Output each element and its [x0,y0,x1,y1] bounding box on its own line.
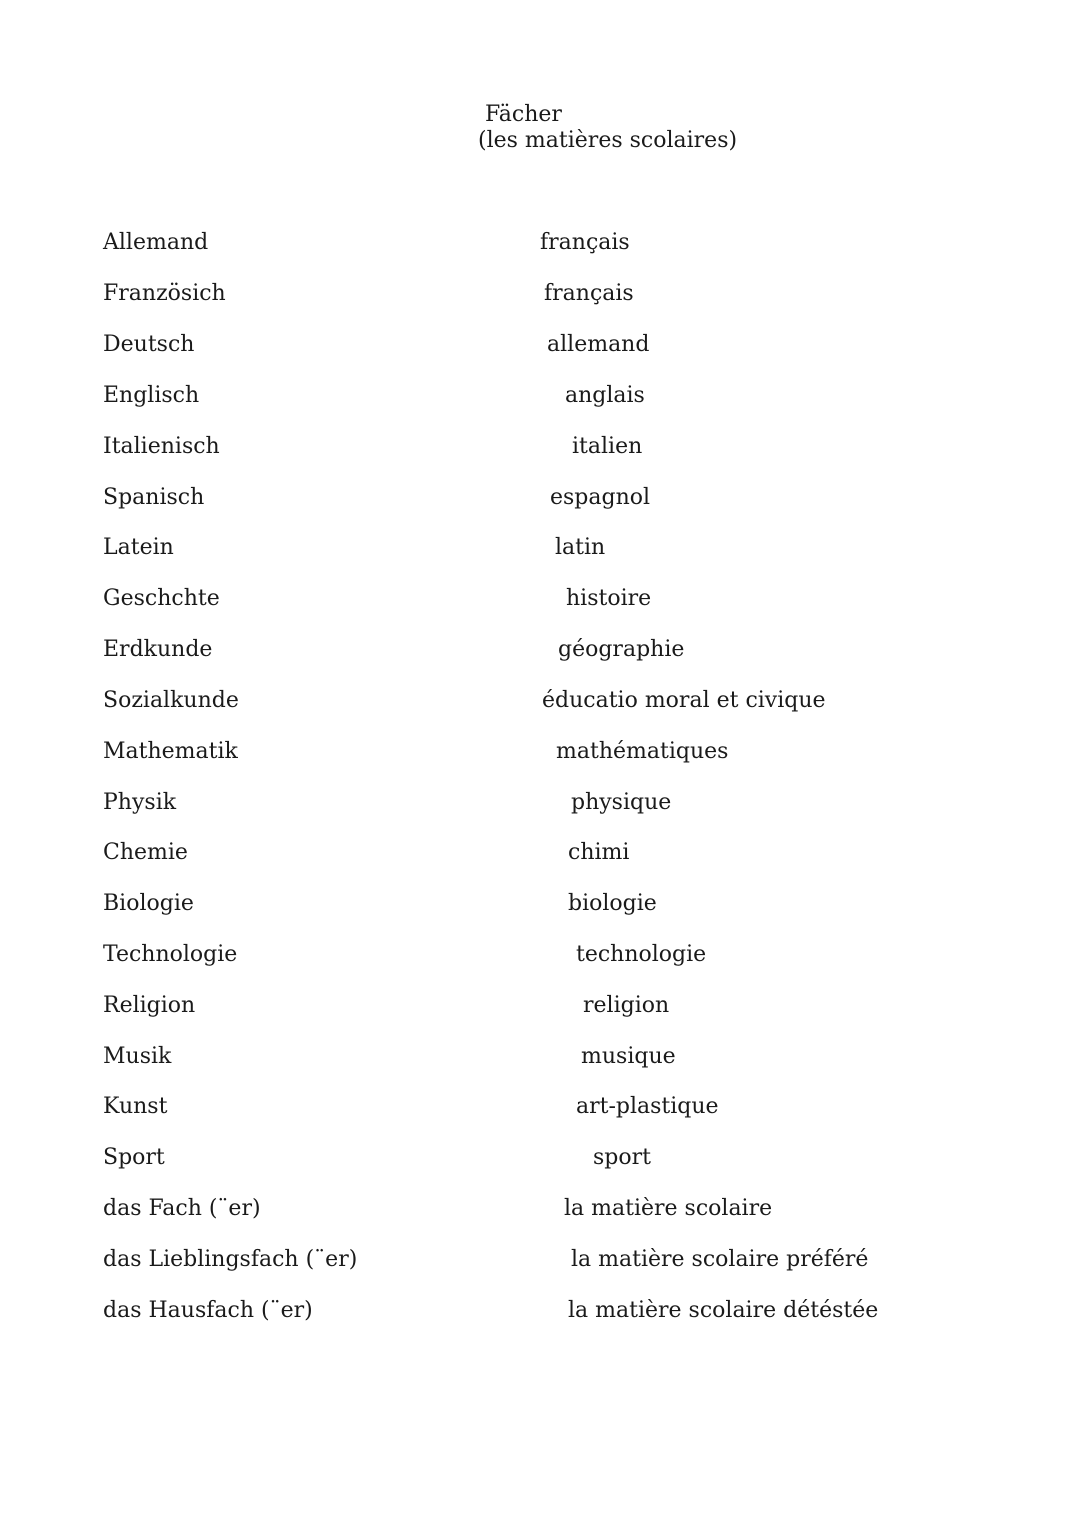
french-term: anglais [565,383,645,408]
french-term: mathématiques [556,739,729,764]
vocab-row [0,279,1080,309]
vocab-row [0,330,1080,360]
german-term: Latein [103,535,174,560]
vocab-row [0,940,1080,970]
vocab-row [0,228,1080,258]
vocab-row [0,1194,1080,1224]
french-term: la matière scolaire détéstée [568,1298,879,1323]
german-term: das Fach (¨er) [103,1196,261,1221]
german-term: Religion [103,993,196,1018]
french-term: la matière scolaire préféré [571,1247,869,1272]
german-term: Erdkunde [103,637,213,662]
german-term: Chemie [103,840,188,865]
vocab-row [0,1042,1080,1072]
french-term: histoire [566,586,652,611]
vocab-row [0,1245,1080,1275]
french-term: latin [555,535,606,560]
german-term: Sport [103,1145,165,1170]
german-term: Geschchte [103,586,220,611]
french-term: espagnol [550,485,651,510]
french-term: biologie [568,891,657,916]
german-term: Englisch [103,383,200,408]
french-term: éducatio moral et civique [542,688,826,713]
vocab-row [0,991,1080,1021]
vocab-row [0,788,1080,818]
german-term: Mathematik [103,739,238,764]
german-term: Physik [103,790,177,815]
german-term: Technologie [103,942,238,967]
vocab-row [0,635,1080,665]
german-term: das Hausfach (¨er) [103,1298,313,1323]
german-term: Allemand [103,230,209,255]
french-term: physique [571,790,672,815]
page-subtitle: (les matières scolaires) [478,128,738,153]
german-term: Französich [103,281,226,306]
vocab-row [0,432,1080,462]
vocab-row [0,737,1080,767]
french-term: la matière scolaire [564,1196,773,1221]
german-term: Spanisch [103,485,205,510]
french-term: chimi [568,840,630,865]
vocab-row [0,838,1080,868]
german-term: Biologie [103,891,194,916]
french-term: religion [583,993,670,1018]
french-term: musique [581,1044,676,1069]
french-term: allemand [547,332,650,357]
vocab-row [0,1296,1080,1326]
german-term: das Lieblingsfach (¨er) [103,1247,358,1272]
french-term: géographie [558,637,685,662]
french-term: italien [572,434,643,459]
page-title: Fächer [485,102,562,127]
vocab-row [0,1092,1080,1122]
vocab-row [0,483,1080,513]
vocab-row [0,889,1080,919]
french-term: français [540,230,630,255]
vocab-row [0,381,1080,411]
french-term: art-plastique [576,1094,719,1119]
vocab-row [0,584,1080,614]
german-term: Italienisch [103,434,220,459]
french-term: sport [593,1145,651,1170]
vocab-row [0,1143,1080,1173]
german-term: Kunst [103,1094,168,1119]
vocab-row [0,686,1080,716]
german-term: Musik [103,1044,172,1069]
vocab-row [0,533,1080,563]
french-term: technologie [576,942,707,967]
french-term: français [544,281,634,306]
german-term: Deutsch [103,332,195,357]
german-term: Sozialkunde [103,688,239,713]
